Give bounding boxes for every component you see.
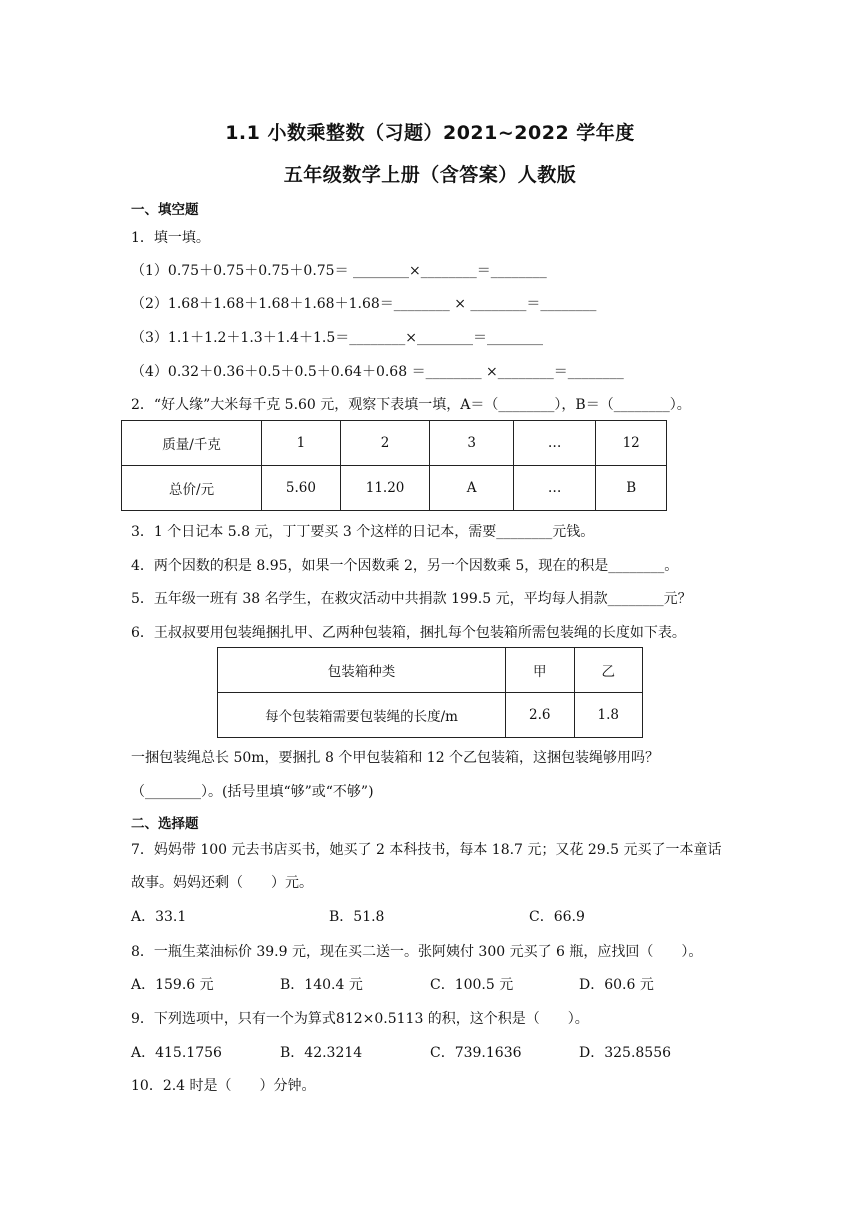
question-1-part-4: （4）0.32＋0.36＋0.5＋0.5＋0.64＋0.68 ＝________ ×________＝________	[131, 364, 624, 380]
document-title-line1: 1.1 小数乘整数（习题）2021~2022 学年度	[225, 122, 635, 144]
question-6-stem: 6．王叔叔要用包装绳捆扎甲、乙两种包装箱，捆扎每个包装箱所需包装绳的长度如下表。	[131, 625, 686, 641]
question-9-option-d: D．325.8556	[579, 1045, 672, 1061]
table-cell: 1.8	[574, 693, 642, 738]
table-cell: 5.60	[262, 466, 341, 511]
question-8-option-a: A．159.6 元	[131, 977, 214, 993]
question-5: 5．五年级一班有 38 名学生，在救灾活动中共捐款 199.5 元，平均每人捐款________元？	[131, 591, 692, 607]
question-6-followup: 一捆包装绳总长 50m，要捆扎 8 个甲包装箱和 12 个乙包装箱，这捆包装绳够用吗？	[131, 750, 660, 766]
question-1-part-2: （2）1.68＋1.68＋1.68＋1.68＋1.68＝________ × ________＝________	[131, 296, 597, 312]
question-1-part-1: （1）0.75＋0.75＋0.75＋0.75＝ ________×________＝________	[131, 263, 547, 279]
table-cell: 总价/元	[122, 466, 262, 511]
table-row	[122, 421, 667, 466]
table-cell: 3	[430, 421, 513, 466]
question-8-option-d: D．60.6 元	[579, 977, 654, 993]
table-cell: A	[430, 466, 513, 511]
question-8-option-c: C．100.5 元	[430, 977, 514, 993]
question-7-line-2: 故事。妈妈还剩（ ）元。	[131, 875, 313, 891]
table-cell: …	[513, 466, 596, 511]
table-row	[218, 648, 643, 693]
question-4: 4．两个因数的积是 8.95，如果一个因数乘 2，另一个因数乘 5，现在的积是________。	[131, 558, 679, 574]
rice-price-table	[121, 420, 667, 511]
question-1-part-3: （3）1.1＋1.2＋1.3＋1.4＋1.5＝________×________＝________	[131, 330, 543, 346]
table-cell: 质量/千克	[122, 421, 262, 466]
question-7-option-a: A．33.1	[131, 909, 187, 925]
table-cell: 乙	[574, 648, 642, 693]
question-9-stem: 9．下列选项中，只有一个为算式812×0.5113 的积，这个积是（ ）。	[131, 1011, 589, 1027]
question-9-option-b: B．42.3214	[280, 1045, 363, 1061]
packing-rope-table	[217, 647, 643, 738]
section-heading-fill-in: 一、填空题	[131, 202, 199, 218]
question-1-stem: 1．填一填。	[131, 230, 210, 246]
question-8-option-b: B．140.4 元	[280, 977, 363, 993]
table-cell: …	[513, 421, 596, 466]
question-8-stem: 8．一瓶生菜油标价 39.9 元，现在买二送一。张阿姨付 300 元买了 6 瓶，应找回（ ）。	[131, 944, 703, 960]
question-6-answer-hint: （________）。(括号里填“够”或“不够”)	[131, 784, 374, 800]
table-row	[218, 693, 643, 738]
question-3: 3．1 个日记本 5.8 元，丁丁要买 3 个这样的日记本，需要________元钱。	[131, 524, 595, 540]
table-cell: 11.20	[340, 466, 430, 511]
question-7-option-c: C．66.9	[529, 909, 585, 925]
table-cell: 每个包装箱需要包装绳的长度/m	[218, 693, 506, 738]
question-2-stem: 2．“好人缘”大米每千克 5.60 元，观察下表填一填，A＝（________），B＝（________）。	[131, 397, 691, 413]
question-10: 10．2.4 时是（ ）分钟。	[131, 1078, 316, 1094]
table-row	[122, 466, 667, 511]
question-9-option-c: C．739.1636	[430, 1045, 522, 1061]
table-cell: 2.6	[506, 693, 574, 738]
question-9-option-a: A．415.1756	[131, 1045, 222, 1061]
section-heading-multiple-choice: 二、选择题	[131, 816, 199, 832]
table-cell: 1	[262, 421, 341, 466]
table-cell: 2	[340, 421, 430, 466]
table-cell: 甲	[506, 648, 574, 693]
document-title-line2: 五年级数学上册（含答案）人教版	[283, 164, 577, 186]
table-cell: B	[596, 466, 667, 511]
question-7-line-1: 7．妈妈带 100 元去书店买书，她买了 2 本科技书，每本 18.7 元；又花 29.5 元买了一本童话	[131, 842, 722, 858]
table-cell: 包装箱种类	[218, 648, 506, 693]
table-cell: 12	[596, 421, 667, 466]
question-7-option-b: B．51.8	[329, 909, 385, 925]
